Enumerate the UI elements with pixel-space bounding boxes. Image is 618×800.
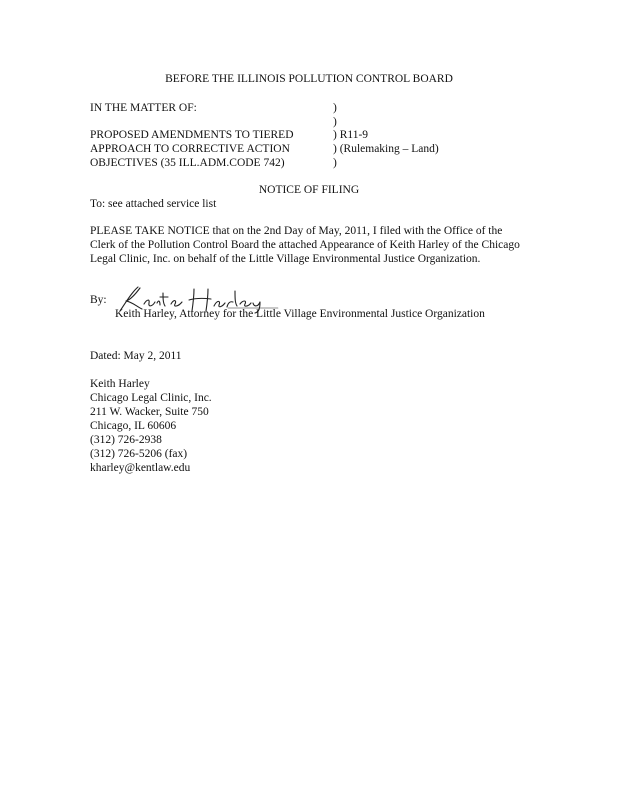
board-heading: BEFORE THE ILLINOIS POLLUTION CONTROL BOARD	[165, 73, 453, 85]
contact-name: Keith Harley	[90, 378, 150, 390]
contact-fax: (312) 726-5206 (fax)	[90, 448, 188, 460]
signature-stroke	[144, 300, 155, 306]
proceeding-title-line-3: OBJECTIVES (35 ILL.ADM.CODE 742)	[90, 157, 285, 169]
caption-bracket-5: )	[333, 157, 337, 169]
proceeding-title-line-2: APPROACH TO CORRECTIVE ACTION	[90, 143, 290, 155]
to-line: To: see attached service list	[90, 198, 217, 210]
by-label: By:	[90, 294, 107, 306]
contact-organization: Chicago Legal Clinic, Inc.	[90, 392, 212, 404]
signature-stroke	[235, 291, 237, 306]
signature-stroke	[160, 293, 168, 306]
contact-email[interactable]: kharley@kentlaw.edu	[90, 462, 191, 474]
caption-bracket-1: )	[333, 102, 337, 114]
signer-caption: Keith Harley, Attorney for the Little Village Environmental Justice Organization	[115, 308, 485, 320]
signature-stroke	[157, 301, 160, 305]
contact-phone: (312) 726-2938	[90, 434, 162, 446]
notice-title: NOTICE OF FILING	[258, 184, 360, 196]
contact-street: 211 W. Wacker, Suite 750	[90, 406, 209, 418]
dated-line: Dated: May 2, 2011	[90, 350, 182, 362]
signature-stroke	[214, 301, 225, 306]
contact-city: Chicago, IL 60606	[90, 420, 177, 432]
proceeding-title-line-1: PROPOSED AMENDMENTS TO TIERED	[90, 129, 294, 141]
docket-number: ) R11-9	[333, 129, 369, 141]
matter-label: IN THE MATTER OF:	[90, 102, 197, 114]
signature-stroke	[240, 301, 251, 306]
notice-body: PLEASE TAKE NOTICE that on the 2nd Day of May, 2011, I filed with the Office of the Clerk of the Pollution Control Board the attached Appearance of Keith Harley of the Chicago Legal Clinic, Inc. on behalf of the Little Village Environmental Justice Organization.	[90, 225, 520, 266]
rulemaking-type: ) (Rulemaking – Land)	[333, 143, 439, 155]
caption-bracket-2: )	[333, 116, 337, 128]
signature-stroke	[171, 301, 182, 306]
